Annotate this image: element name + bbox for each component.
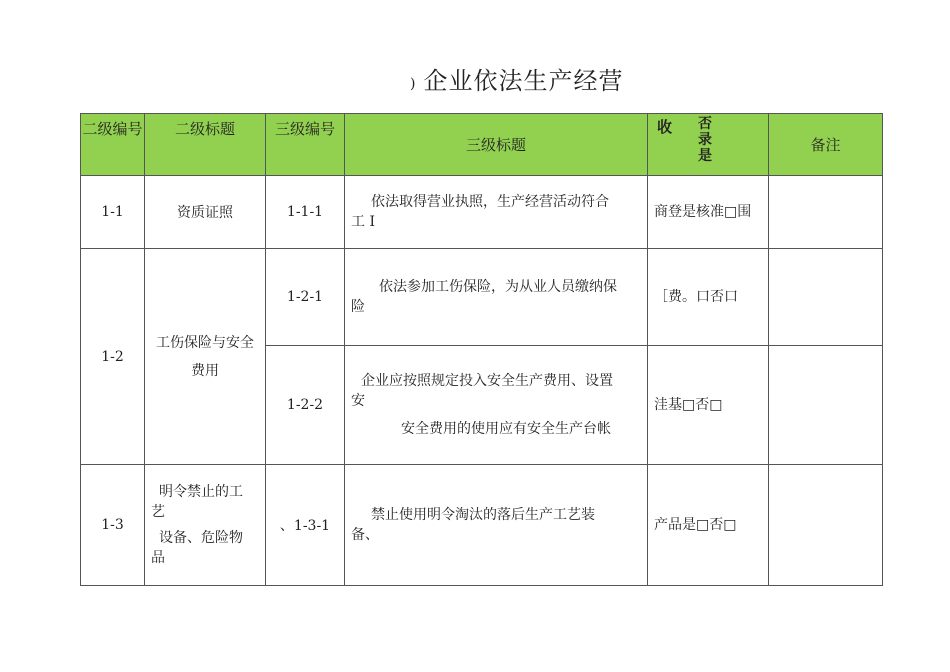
l2-title-line: 设备、危险物 (159, 530, 243, 546)
l3-title-line: 企业应按照规定投入安全生产费用、设置 (361, 373, 613, 389)
l2-title-line: 品 (151, 550, 165, 566)
l3-num: 1-2-1 (266, 249, 345, 346)
header-check (648, 114, 769, 176)
title-text: 企业依法生产经营 (423, 67, 624, 95)
l3-num: 1-2-2 (266, 346, 345, 465)
note-cell (769, 346, 883, 465)
l3-num: 1-1-1 (266, 176, 345, 249)
header-row (81, 114, 883, 176)
header-note: 备注 (769, 114, 883, 176)
l2-num: 1-3 (81, 465, 145, 586)
header-l2-num: 二级编号 (81, 114, 145, 176)
check-cell: ［费。口否口 (648, 249, 769, 346)
l3-num: 、1-3-1 (266, 465, 345, 586)
l3-title (345, 176, 648, 249)
note-cell (769, 249, 883, 346)
l3-title (345, 346, 648, 465)
l2-title-line: 工伤保险与安全 (156, 334, 254, 351)
l2-title-line: 明令禁止的工 (159, 484, 243, 500)
l3-title-line: 险 (351, 299, 365, 315)
table-row (81, 176, 883, 249)
table-row (81, 465, 883, 586)
l2-title (145, 465, 266, 586)
header-check-b: 否录是 (698, 116, 712, 164)
check-cell: 洼基□否□ (648, 346, 769, 465)
page-title (410, 60, 623, 96)
l2-num: 1-2 (81, 249, 145, 465)
l3-title-line: 依法参加工伤保险，为从业人员缴纳保 (379, 279, 617, 295)
l2-title (145, 249, 266, 465)
header-l2-title: 二级标题 (145, 114, 266, 176)
header-l3-num: 三级编号 (266, 114, 345, 176)
l3-title-line: 工 I (351, 214, 375, 230)
l3-title (345, 465, 648, 586)
note-cell (769, 176, 883, 249)
l3-title-line: 禁止使用明令淘汰的落后生产工艺装 (371, 507, 595, 523)
check-cell: 商登是核准□围 (648, 176, 769, 249)
l3-title-line: 备、 (351, 527, 379, 543)
l3-title-line: 安全费用的使用应有安全生产台帐 (401, 421, 611, 437)
header-l3-title: 三级标题 (345, 114, 648, 176)
title-mark: ) (410, 76, 416, 92)
l3-title-line: 依法取得营业执照，生产经营活动符合 (371, 194, 609, 210)
table-row (81, 249, 883, 346)
l2-num: 1-1 (81, 176, 145, 249)
check-cell: 产品是□否□ (648, 465, 769, 586)
inspection-table (80, 113, 883, 586)
l2-title: 资质证照 (145, 176, 266, 249)
l2-title-line: 艺 (151, 504, 165, 520)
l3-title (345, 249, 648, 346)
l2-title-line: 费用 (191, 362, 219, 379)
note-cell (769, 465, 883, 586)
l3-title-line: 安 (351, 393, 365, 409)
header-check-a: 收 (657, 118, 673, 136)
